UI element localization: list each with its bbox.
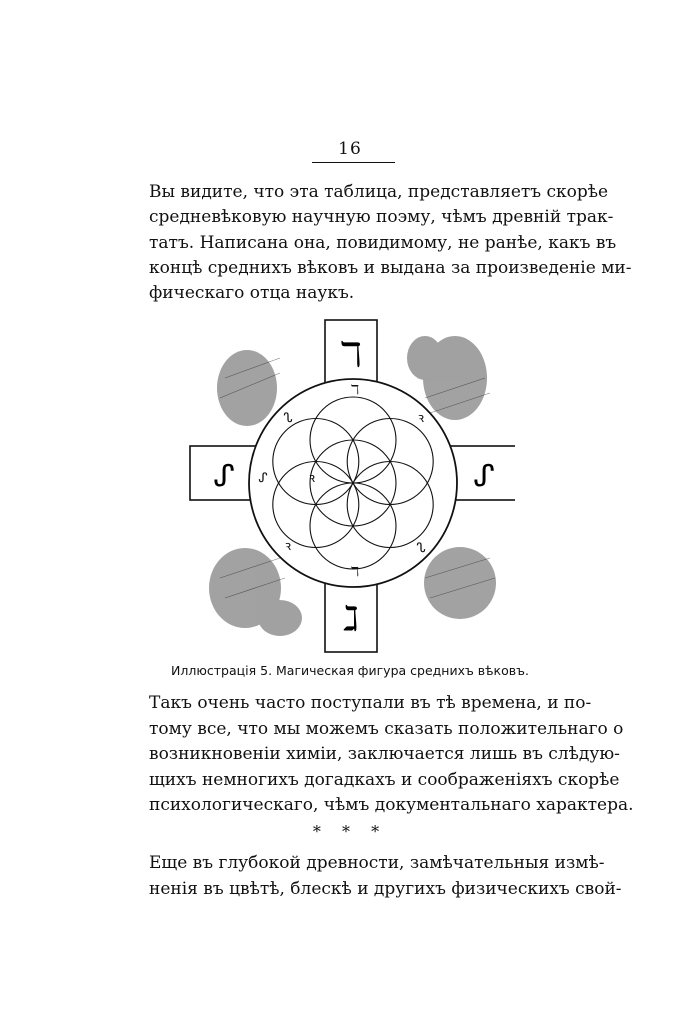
symbol-left: ᔑ xyxy=(213,459,235,494)
text-line: Такъ очень часто поступали въ тѣ времена, и по- xyxy=(149,693,592,713)
inner-symbol: ᔐ xyxy=(416,541,426,556)
text-line: средневѣковую научную поэму, чѣмъ древній трак- xyxy=(149,207,614,227)
section-separator: * * * xyxy=(312,822,388,841)
symbol-bottom: ℷ xyxy=(343,599,359,639)
inner-symbol: ꝛ xyxy=(417,411,425,426)
header-rule xyxy=(312,162,395,163)
text-line: возникновеніи химіи, заключается лишь въ слѣдую- xyxy=(149,744,620,764)
text-line: щихъ немногихъ догадкахъ и соображеніяхъ скорѣе xyxy=(149,770,620,790)
inner-symbol: ℸ xyxy=(350,383,360,398)
inner-symbol: ꝛ xyxy=(284,539,292,554)
figure-caption: Иллюстрація 5. Магическая фигура среднихъ вѣковъ. xyxy=(171,663,529,678)
text-line: Вы видите, что эта таблица, представляетъ скорѣе xyxy=(149,182,609,202)
symbol-right: ᔑ xyxy=(473,459,495,494)
text-line: тому все, что мы можемъ сказать положительнаго о xyxy=(149,719,624,739)
text-line: ненія въ цвѣтѣ, блескѣ и другихъ физическихъ свой- xyxy=(149,879,622,899)
text-line: фическаго отца наукъ. xyxy=(149,283,355,303)
inner-symbol: ᔐ xyxy=(283,411,293,426)
symbol-top: ℸ xyxy=(340,335,362,375)
inner-symbol: ℸ xyxy=(350,565,360,580)
text-line: Еще въ глубокой древности, замѣчательныя измѣ- xyxy=(149,853,605,873)
text-line: татъ. Написана она, повидимому, не ранѣе, какъ въ xyxy=(149,233,617,253)
page-number: 16 xyxy=(338,139,362,159)
magic-figure-illustration xyxy=(185,318,515,658)
inner-symbol: ꝛ xyxy=(308,471,316,486)
text-line: психологическаго, чѣмъ документальнаго характера. xyxy=(149,795,634,815)
inner-symbol: ᔑ xyxy=(258,471,268,486)
text-line: концѣ среднихъ вѣковъ и выдана за произведеніе ми- xyxy=(149,258,632,278)
